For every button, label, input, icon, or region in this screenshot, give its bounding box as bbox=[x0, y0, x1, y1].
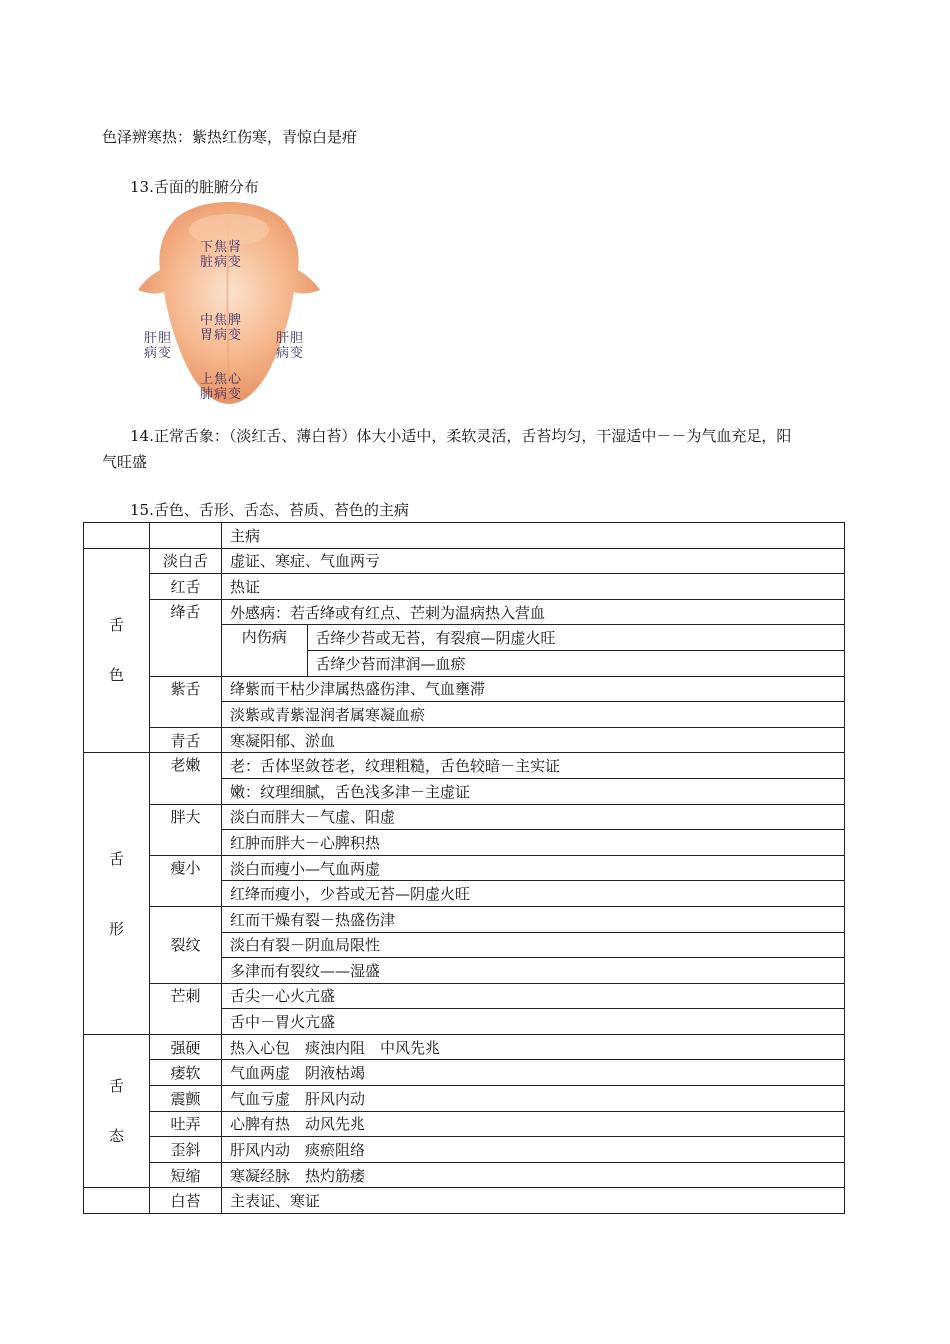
row-label-shape-0: 老嫩 bbox=[150, 753, 222, 804]
header-empty-cell-1 bbox=[84, 523, 150, 549]
tongue-label-top: 下焦肾 脏病变 bbox=[200, 240, 243, 270]
row-label-state-4: 歪斜 bbox=[150, 1137, 222, 1163]
table-row bbox=[84, 1060, 845, 1086]
row-text-state-0: 热入心包 痰浊内阻 中风先兆 bbox=[222, 1034, 845, 1060]
row-text-shape-4-1: 舌中－胃火亢盛 bbox=[222, 1009, 845, 1035]
row-text-shape-1-0: 淡白而胖大－气虚、阳虚 bbox=[222, 804, 845, 830]
section-15-heading: 15.舌色、舌形、舌态、苔质、苔色的主病 bbox=[130, 501, 409, 519]
tongue-label-right: 肝胆 病变 bbox=[276, 331, 305, 361]
row-text-crimson-external: 外感病：若舌绛或有红点、芒刺为温病热入营血 bbox=[222, 599, 845, 625]
row-text-shape-0-0: 老：舌体坚敛苍老，纹理粗糙，舌色较暗－主实证 bbox=[222, 753, 845, 779]
row-label-crimson: 绛舌 bbox=[150, 599, 222, 676]
row-label-red: 红舌 bbox=[150, 574, 222, 600]
internal-text-2: 舌绛少苔而津润—血瘀 bbox=[307, 650, 844, 675]
tongue-organ-map-image bbox=[136, 200, 322, 406]
table-row bbox=[84, 906, 845, 932]
row-label-shape-3: 裂纹 bbox=[150, 906, 222, 983]
row-label-state-2: 震颤 bbox=[150, 1086, 222, 1112]
table-row bbox=[84, 676, 845, 702]
group-tongue-state: 舌 态 bbox=[84, 1034, 150, 1188]
row-label-blue: 青舌 bbox=[150, 727, 222, 753]
table-row bbox=[84, 983, 845, 1009]
tongue-label-middle: 中焦脾 胃病变 bbox=[200, 313, 243, 343]
table-row bbox=[84, 548, 845, 574]
section-14-line-2: 气旺盛 bbox=[102, 453, 148, 471]
crimson-internal-cell bbox=[222, 625, 845, 676]
coating-group-empty bbox=[84, 1188, 150, 1214]
row-label-shape-4: 芒刺 bbox=[150, 983, 222, 1034]
internal-text-1: 舌绛少苔或无苔，有裂痕—阴虚火旺 bbox=[315, 629, 556, 648]
table-row bbox=[84, 727, 845, 753]
row-label-state-3: 吐弄 bbox=[150, 1111, 222, 1137]
color-rhyme-paragraph: 色泽辨寒热：紫热红伤寒，青惊白是疳 bbox=[102, 128, 358, 146]
table-row bbox=[84, 599, 845, 625]
section-14-line-1: 14.正常舌象：（淡红舌、薄白苔）体大小适中，柔软灵活，舌苔均匀，干湿适中－－为气血充足，阳 bbox=[130, 427, 792, 445]
group-tongue-shape: 舌 形 bbox=[84, 753, 150, 1035]
crimson-internal-table bbox=[222, 625, 844, 675]
row-text-state-4: 肝风内动 痰瘀阻络 bbox=[222, 1137, 845, 1163]
table-row bbox=[84, 1034, 845, 1060]
row-text-shape-4-0: 舌尖－心火亢盛 bbox=[222, 983, 845, 1009]
table-row bbox=[84, 1137, 845, 1163]
row-text-state-2: 气血亏虚 肝风内动 bbox=[222, 1086, 845, 1112]
row-text-purple-2: 淡紫或青紫湿润者属寒凝血瘀 bbox=[222, 702, 845, 728]
row-text-purple-1: 绛紫而干枯少津属热盛伤津、气血壅滞 bbox=[222, 676, 845, 702]
row-text-state-1: 气血两虚 阴液枯竭 bbox=[222, 1060, 845, 1086]
row-text-shape-0-1: 嫩：纹理细腻，舌色浅多津－主虚证 bbox=[222, 778, 845, 804]
header-empty-cell-2 bbox=[150, 523, 222, 549]
tongue-diagnosis-table bbox=[83, 522, 845, 1214]
row-text-state-3: 心脾有热 动风先兆 bbox=[222, 1111, 845, 1137]
table-header-row bbox=[84, 523, 845, 549]
internal-label: 内伤病 bbox=[222, 625, 307, 675]
table-row bbox=[84, 804, 845, 830]
row-text-shape-3-0: 红而干燥有裂－热盛伤津 bbox=[222, 906, 845, 932]
row-label-pale: 淡白舌 bbox=[150, 548, 222, 574]
table-row bbox=[84, 1188, 845, 1214]
row-label-state-0: 强硬 bbox=[150, 1034, 222, 1060]
row-label-white-coating: 白苔 bbox=[150, 1188, 222, 1214]
row-text-red: 热证 bbox=[222, 574, 845, 600]
row-text-shape-2-1: 红绛而瘦小，少苔或无苔—阴虚火旺 bbox=[222, 881, 845, 907]
group-tongue-color: 舌 色 bbox=[84, 548, 150, 753]
tongue-label-left: 肝胆 病变 bbox=[144, 331, 173, 361]
section-13-heading: 13.舌面的脏腑分布 bbox=[130, 178, 259, 196]
row-text-shape-2-0: 淡白而瘦小—气血两虚 bbox=[222, 855, 845, 881]
table-row bbox=[84, 753, 845, 779]
row-label-state-5: 短缩 bbox=[150, 1162, 222, 1188]
table-row bbox=[84, 574, 845, 600]
tongue-label-bottom: 上焦心 肺病变 bbox=[200, 372, 243, 402]
row-label-state-1: 痿软 bbox=[150, 1060, 222, 1086]
header-main-disease: 主病 bbox=[222, 523, 845, 549]
row-text-pale: 虚证、寒症、气血两亏 bbox=[222, 548, 845, 574]
table-row bbox=[84, 855, 845, 881]
row-text-shape-1-1: 红肿而胖大－心脾积热 bbox=[222, 830, 845, 856]
row-text-shape-3-2: 多津而有裂纹——湿盛 bbox=[222, 958, 845, 984]
row-label-purple: 紫舌 bbox=[150, 676, 222, 727]
table-row bbox=[84, 1086, 845, 1112]
row-label-shape-2: 瘦小 bbox=[150, 855, 222, 906]
row-text-blue: 寒凝阳郁、淤血 bbox=[222, 727, 845, 753]
row-text-white-coating: 主表证、寒证 bbox=[222, 1188, 845, 1214]
table-row bbox=[84, 1162, 845, 1188]
row-text-state-5: 寒凝经脉 热灼筋痿 bbox=[222, 1162, 845, 1188]
row-text-shape-3-1: 淡白有裂－阴血局限性 bbox=[222, 932, 845, 958]
row-label-shape-1: 胖大 bbox=[150, 804, 222, 855]
table-row bbox=[84, 1111, 845, 1137]
